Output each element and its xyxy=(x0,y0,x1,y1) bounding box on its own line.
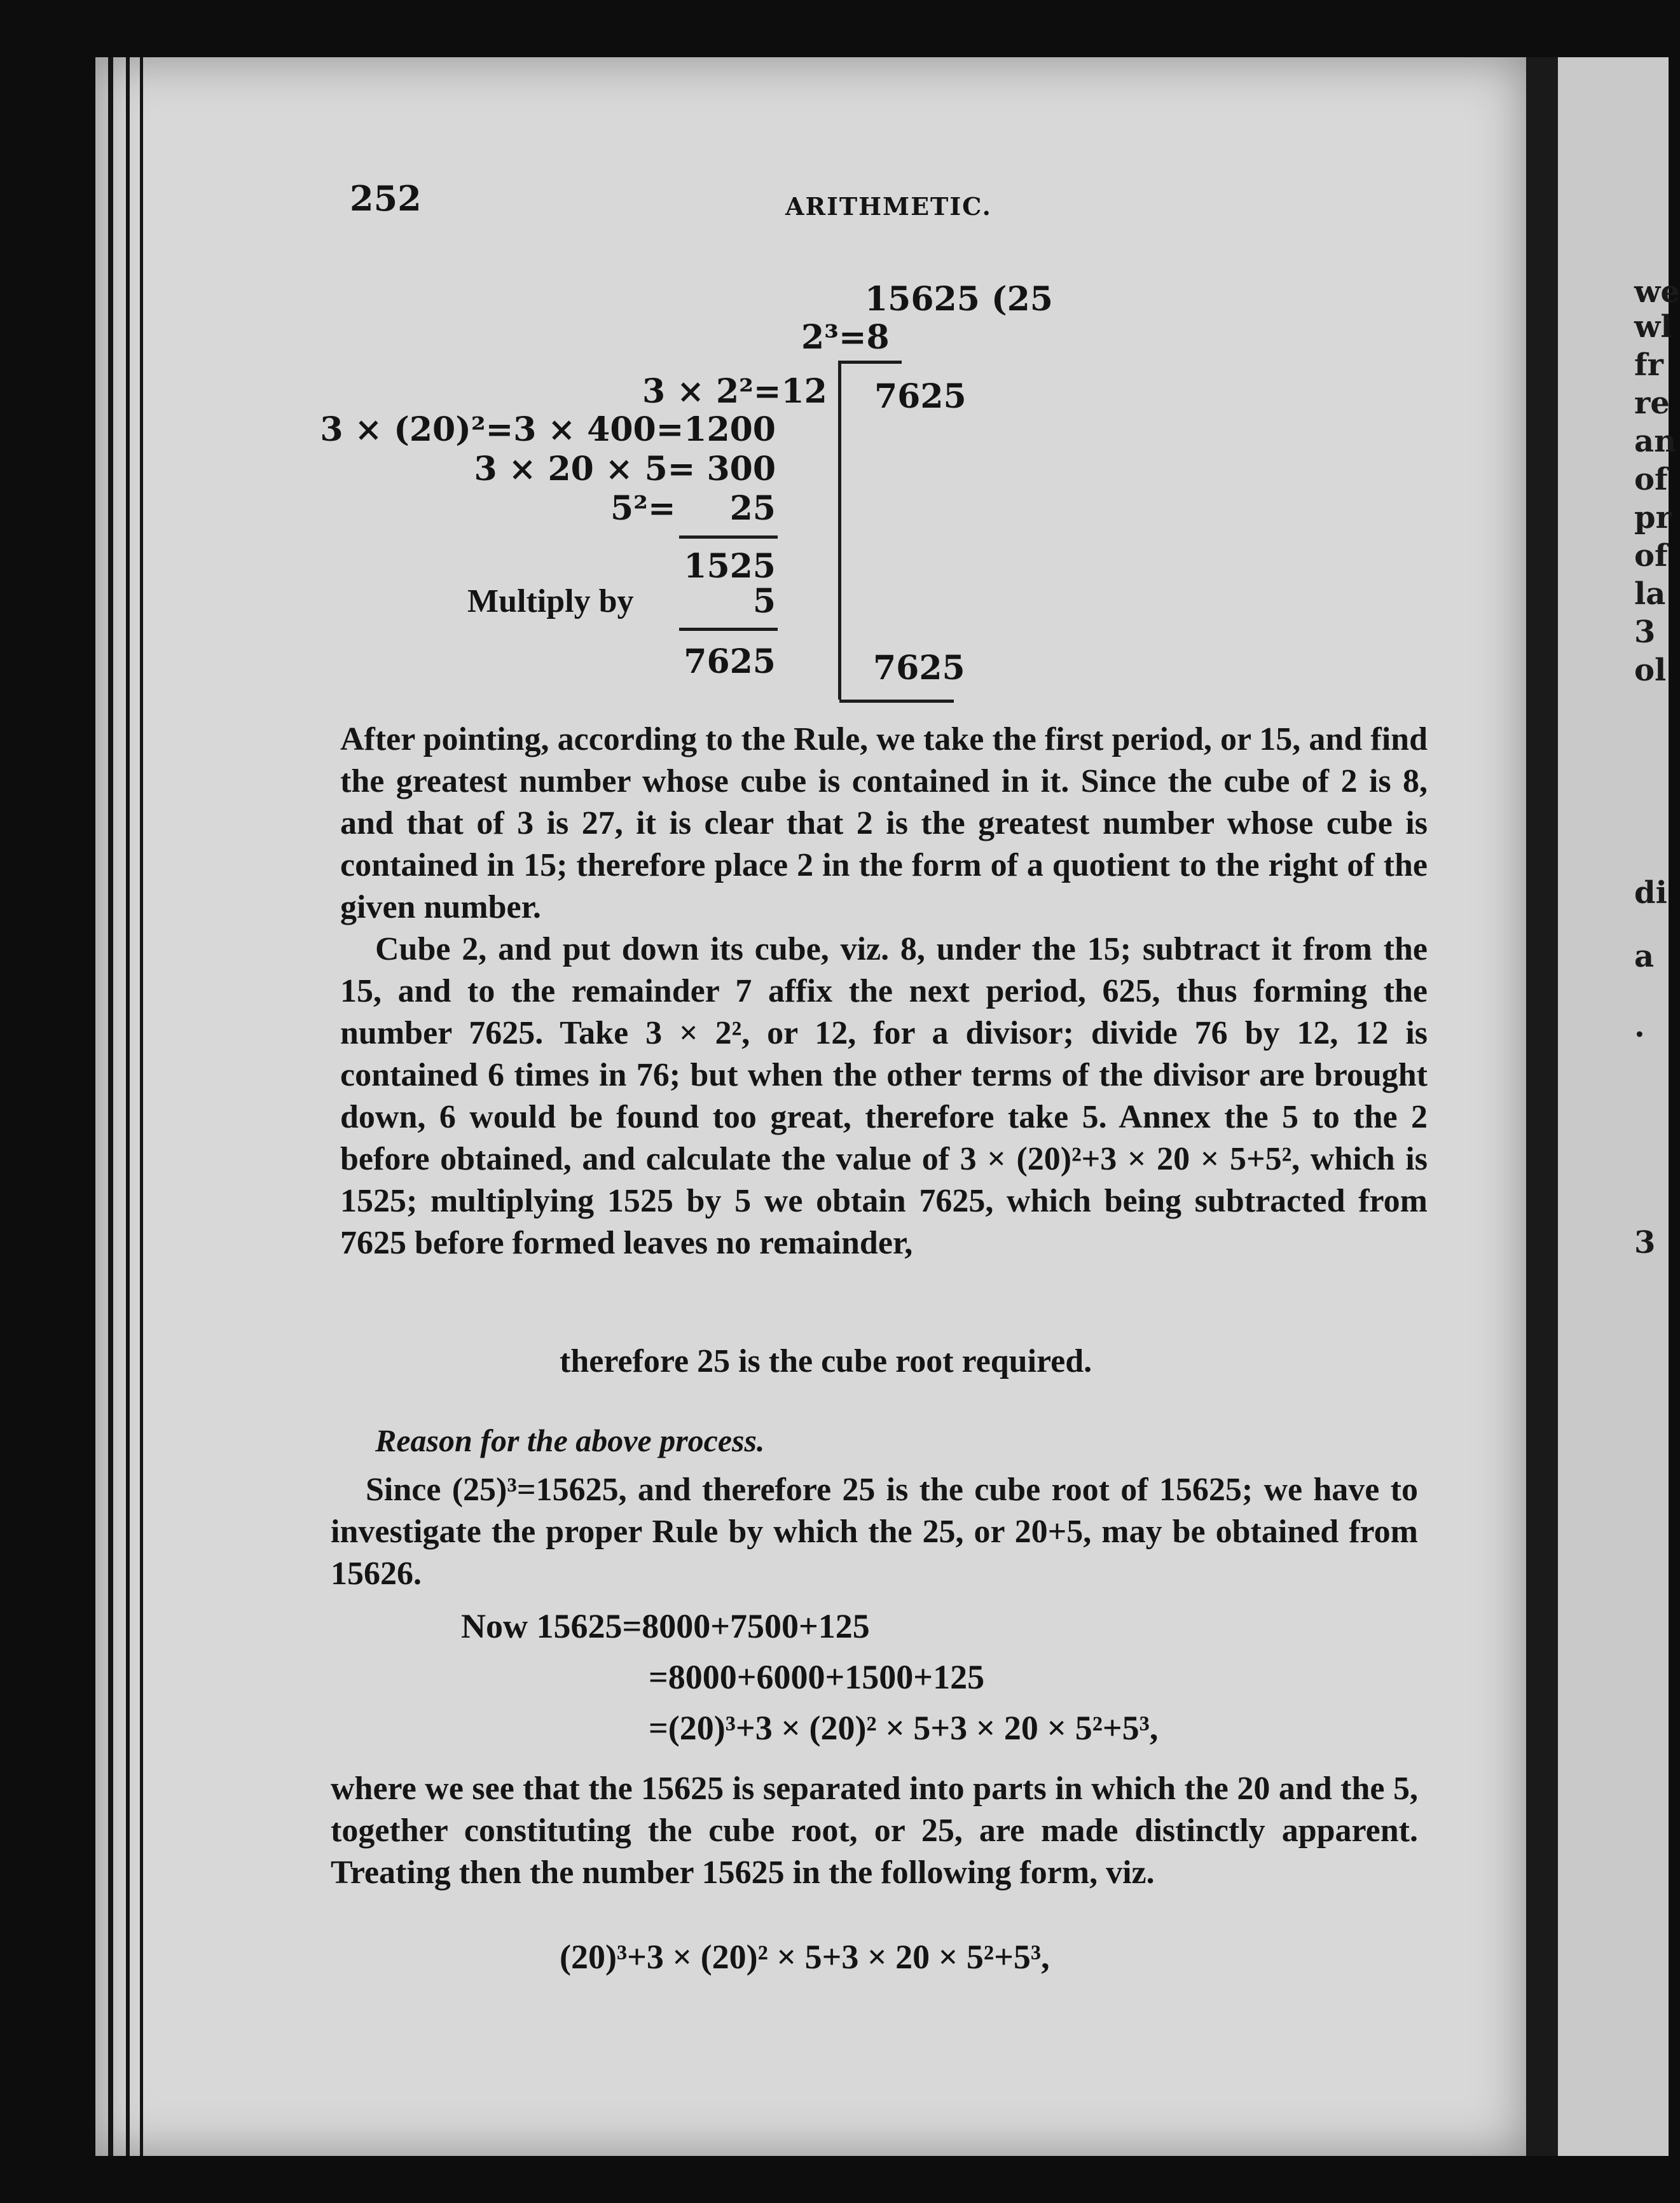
multiply-label: Multiply by xyxy=(467,583,634,619)
divisor-sum: 1525 xyxy=(684,547,776,586)
facing-text-fragment: 3 xyxy=(1634,614,1656,650)
divisor-term: 25 xyxy=(729,489,776,528)
explanation-paragraph: After pointing, according to the Rule, we take the first period, or 15, and find the greatest number whose cube is contained in it. Since the cube of 2 is 8, and that of 3 is 27, it is clear that 2 is the greatest number whose cube is contained in 15; therefore place 2 in the form of a quotient to the right of the given number. xyxy=(340,721,1428,925)
rule-line xyxy=(679,628,778,631)
book-page xyxy=(95,57,1526,2156)
rule-line xyxy=(679,535,778,539)
facing-text-fragment: we xyxy=(1634,274,1680,310)
multiplier: 5 xyxy=(752,582,776,621)
equation-line: =8000+6000+1500+125 xyxy=(649,1658,985,1696)
reason-paragraph: Since (25)³=15625, and therefore 25 is the cube root of 15625; we have to investigate the proper Rule by which the 25, or 20+5, may be obtained from 15626. xyxy=(331,1472,1418,1592)
divisor-term-label: 5²= xyxy=(610,489,676,528)
conclusion-line: therefore 25 is the cube root required. xyxy=(560,1343,1092,1379)
product: 7625 xyxy=(684,642,776,681)
rule-line xyxy=(838,361,902,364)
equation-line: =(20)³+3 × (20)² × 5+3 × 20 × 5²+5³, xyxy=(649,1709,1159,1747)
binding-line xyxy=(140,57,143,2156)
explanation-paragraph: Cube 2, and put down its cube, viz. 8, under the 15; subtract it from the 15, and to the remainder 7 affix the next period, 625, thus forming the number 7625. Take 3 × 2², or 12, for a divisor; divide 76 by 12, 12 is contained 6 times in 76; but when the other terms of the divisor are brought down, 6 would be found too great, therefore take 5. Annex the 5 to the 2 before obtained, and calculate the value of 3 × (20)²+3 × 20 × 5+5², which is 1525; multiplying 1525 by 5 we obtain 7625, which being subtracted from 7625 before formed leaves no remainder, xyxy=(340,931,1428,1261)
facing-text-fragment: pr xyxy=(1634,500,1672,535)
subtracted-value: 7625 xyxy=(873,649,965,687)
binding-line xyxy=(126,57,130,2156)
binding-line xyxy=(108,57,113,2156)
facing-text-fragment: . xyxy=(1634,1009,1645,1044)
facing-text-fragment: fr xyxy=(1634,347,1663,383)
trial-divisor: 3 × 2²=12 xyxy=(642,372,827,411)
facing-text-fragment: wl xyxy=(1634,309,1672,345)
first-cube: 2³=8 xyxy=(801,318,890,357)
where-paragraph: where we see that the 15625 is separated into parts in which the 20 and the 5, together constituting the cube root, or 25, are made distinctly apparent. Treating then the number 15625 in the following form, viz. xyxy=(331,1771,1418,1891)
facing-text-fragment: 3 xyxy=(1634,1225,1656,1260)
dividend-and-root: 15625 (25 xyxy=(865,280,1053,319)
facing-text-fragment: an xyxy=(1634,424,1676,459)
facing-text-fragment: la xyxy=(1634,576,1666,612)
facing-text-fragment: di xyxy=(1634,875,1667,911)
remainder: 7625 xyxy=(874,377,967,416)
divisor-term: 3 × 20 × 5= 300 xyxy=(474,450,776,488)
page-gutter xyxy=(1526,57,1558,2156)
equation-line: Now 15625=8000+7500+125 xyxy=(461,1607,870,1645)
facing-text-fragment: re xyxy=(1634,385,1670,421)
division-bar xyxy=(838,363,841,700)
final-equation: (20)³+3 × (20)² × 5+3 × 20 × 5²+5³, xyxy=(560,1938,1050,1976)
facing-page-edge xyxy=(1558,57,1680,2156)
facing-text-fragment: of xyxy=(1634,462,1668,497)
rule-line xyxy=(839,700,954,703)
facing-text-fragment: a xyxy=(1634,939,1655,974)
facing-text-fragment: ol xyxy=(1634,653,1667,688)
page-number: 252 xyxy=(350,178,422,219)
facing-text-fragment: of xyxy=(1634,538,1668,574)
running-title: ARITHMETIC. xyxy=(785,192,992,221)
section-heading: Reason for the above process. xyxy=(375,1423,765,1458)
divisor-term: 3 × (20)²=3 × 400=1200 xyxy=(320,410,776,449)
